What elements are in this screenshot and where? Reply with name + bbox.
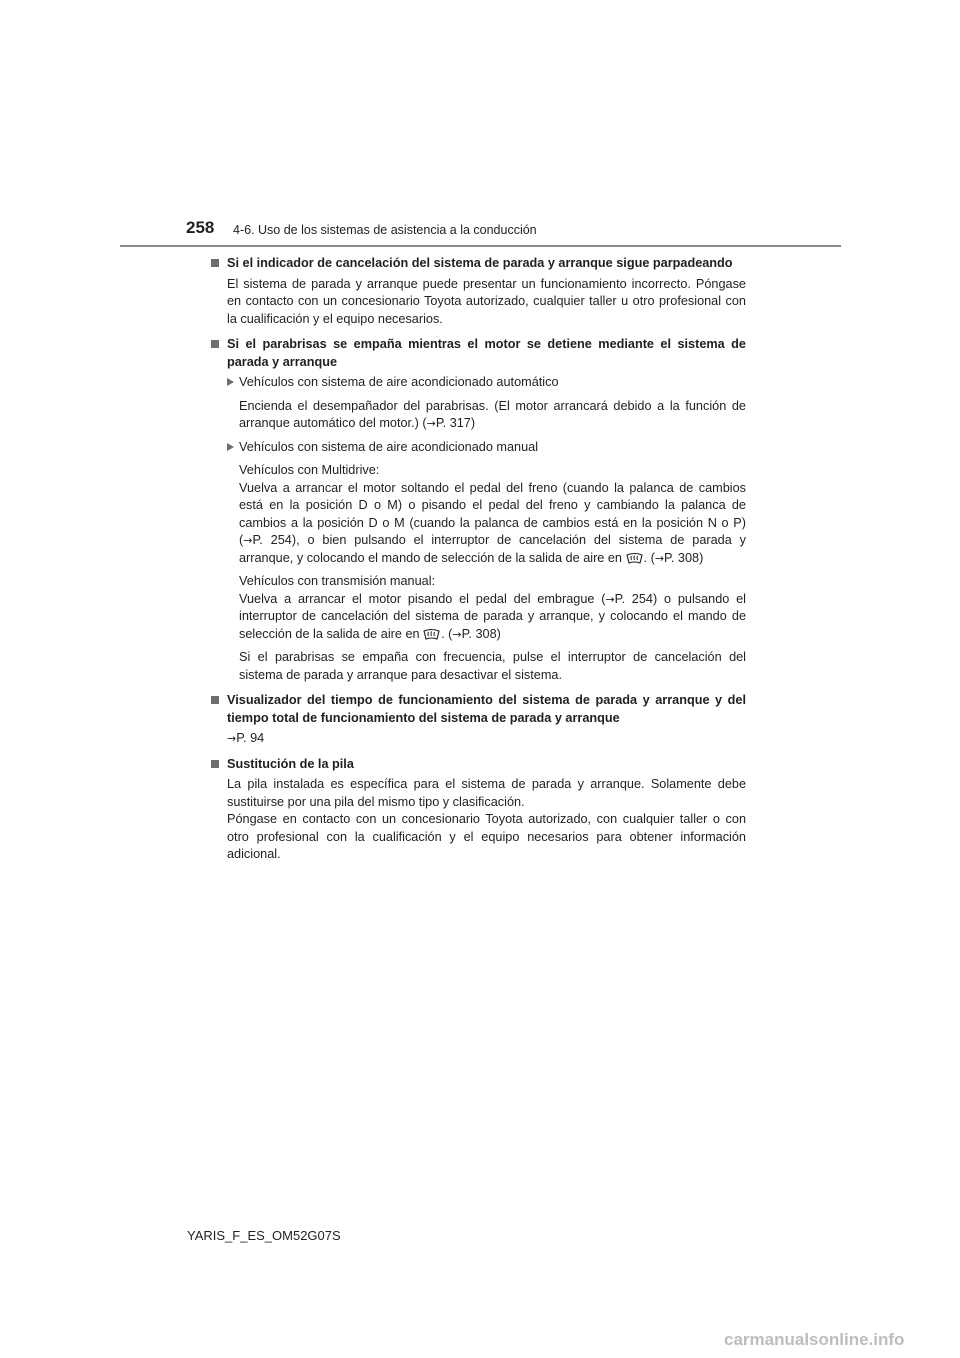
arrow-glyph: → <box>452 627 462 641</box>
arrow-glyph: → <box>605 592 615 606</box>
paragraph-text: La pila instalada es específica para el sistema de parada y arranque. Solamente debe sustituirse por una pila del mismo tipo y clasificación. <box>227 777 746 809</box>
document-code: YARIS_F_ES_OM52G07S <box>187 1228 341 1243</box>
windshield-defogger-icon <box>626 552 643 564</box>
page-reference[interactable]: P. 317) <box>435 416 476 430</box>
section-battery-replacement <box>209 756 746 864</box>
page-reference[interactable]: P. 94 <box>236 731 265 745</box>
page-reference[interactable]: P. 308) <box>664 550 704 565</box>
arrow-glyph: → <box>227 732 237 745</box>
paragraph <box>227 730 746 748</box>
page-reference[interactable]: P. 254) o pulsando el interruptor de cancelación del sistema de parada y arranque, y colocando el mando de selección de la salida de aire en <box>239 591 746 641</box>
square-bullet-icon <box>211 696 219 704</box>
section-windshield-fog <box>209 336 746 684</box>
page-number: 258 <box>186 218 215 237</box>
section-title: Sustitución de la pila <box>227 756 354 771</box>
paragraph-text: Encienda el desempañador del parabrisas. (El motor arrancará debido a la función de arranque automático del motor.) ( <box>239 398 746 430</box>
sub-item-label: Vehículos con sistema de aire acondicionado manual <box>239 439 539 454</box>
paragraph-text: Póngase en contacto con un concesionario Toyota autorizado, con cualquier taller o con otro profesional con la cualificación y el equipo necesarios para obtener información adicional. <box>227 812 746 861</box>
paragraph-text <box>239 480 746 568</box>
page-reference[interactable]: P. 308) <box>461 626 501 641</box>
section-operating-time-display <box>209 692 746 748</box>
text-run: Vuelva a arrancar el motor pisando el pedal del embrague ( <box>239 591 606 606</box>
paragraph: El sistema de parada y arranque puede presentar un funcionamiento incorrecto. Póngase en contacto con un concesionario Toyota autorizado, cualquier taller u otro profesional con la cualificación y el equipo necesarios. <box>227 276 746 326</box>
section-stop-start-indicator <box>209 255 746 328</box>
page-content <box>209 255 746 872</box>
paragraph-heading: Vehículos con Multidrive: <box>239 463 380 477</box>
windshield-defogger-icon <box>423 628 440 640</box>
paragraph-multidrive <box>227 462 746 567</box>
square-bullet-icon <box>211 760 219 768</box>
triangle-bullet-icon <box>227 378 234 386</box>
paragraph-heading: Vehículos con transmisión manual: <box>239 574 436 588</box>
punctuation: . ( <box>441 626 453 641</box>
running-header: 4-6. Uso de los sistemas de asistencia a la conducción <box>233 223 537 237</box>
section-title: Visualizador del tiempo de funcionamiento del sistema de parada y arranque y del tiempo total de funcionamiento del sistema de parada y arranque <box>227 693 746 725</box>
paragraph-text <box>239 591 746 644</box>
sub-item-automatic-ac <box>227 374 746 392</box>
square-bullet-icon <box>211 340 219 348</box>
page-reference[interactable]: P. 254), o bien pulsando el interruptor de cancelación del sistema de parada y arranque, y colocando el mando de selección de la salida de aire en <box>239 533 746 565</box>
sub-item-label: Vehículos con sistema de aire acondicionado automático <box>239 375 559 389</box>
arrow-glyph: → <box>426 417 436 430</box>
paragraph <box>227 398 746 433</box>
header-rule <box>120 245 841 247</box>
triangle-bullet-icon <box>227 443 234 451</box>
paragraph-manual-transmission <box>227 573 746 643</box>
paragraph <box>227 776 746 864</box>
sub-item-manual-ac <box>227 439 746 457</box>
punctuation: . ( <box>643 550 655 565</box>
section-title: Si el indicador de cancelación del sistema de parada y arranque sigue parpadeando <box>227 256 733 270</box>
arrow-glyph: → <box>243 534 253 547</box>
text-run: Vuelva a arrancar el motor soltando el pedal del freno (cuando la palanca de cambios está en la posición D o M) o pisando el pedal del freno y cambiando la palanca de cambios a la posición D o M (cuando la palanca de cambios está en la posición N o P) ( <box>239 480 746 547</box>
paragraph-note: Si el parabrisas se empaña con frecuencia, pulse el interruptor de cancelación del sistema de parada y arranque para desactivar el sistema. <box>239 650 746 682</box>
watermark: carmanualsonline.info <box>724 1330 905 1349</box>
section-title: Si el parabrisas se empaña mientras el motor se detiene mediante el sistema de parada y arranque <box>227 337 746 369</box>
arrow-glyph: → <box>654 551 665 565</box>
square-bullet-icon <box>211 259 219 267</box>
